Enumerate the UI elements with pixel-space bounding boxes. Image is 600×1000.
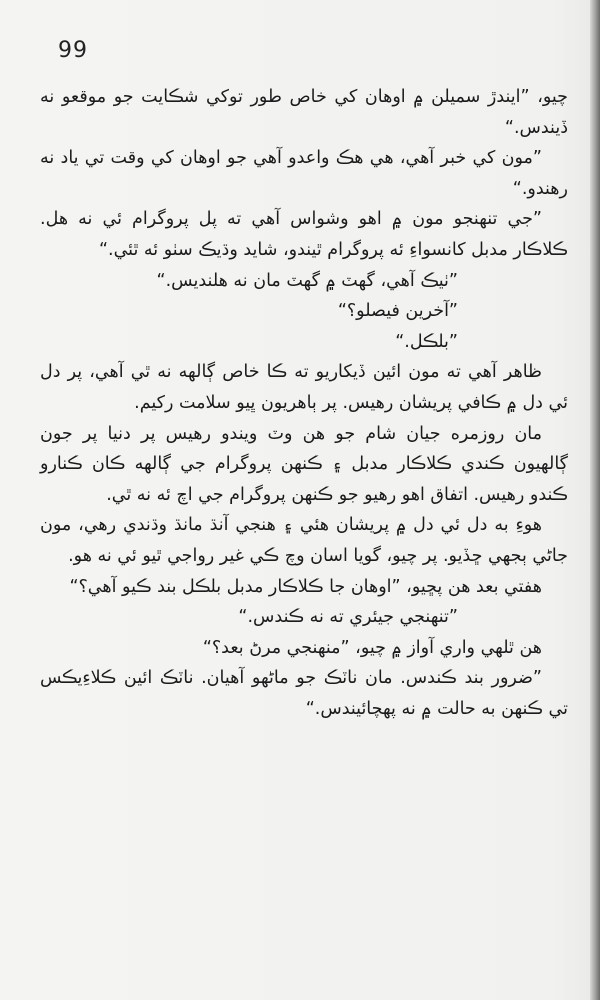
paragraph: ”ضرور بند ڪندس. مان ناٽڪ جو ماڻهو آهيان. ناٽڪ ائين ڪلاءِيڪس تي ڪنهن به حالت ۾ نه پهچائيندس.“ bbox=[40, 668, 568, 719]
paragraph: ”مون کي خبر آهي، هي هڪ واعدو آهي جو اوهان کي وقت تي ياد نه رهندو.“ bbox=[40, 148, 568, 199]
paragraph: ”ٺيڪ آهي، گهٽ ۾ گهٽ مان نه هلنديس.“ bbox=[156, 270, 458, 291]
paragraph: ”آخرين فيصلو؟“ bbox=[337, 301, 458, 322]
paragraph: هفتي بعد هن پڇيو، ”اوهان جا ڪلاڪار مدبل بلڪل بند ڪيو آهي؟“ bbox=[69, 576, 542, 597]
paragraph: ”جي تنهنجو مون ۾ اهو وشواس آهي ته پل پروگرام ئي نه هل. ڪلاڪار مدبل کانسواءِ ئه پروگرام ٿيندو، شايد وڌيڪ سٺو ئه ٿئي.“ bbox=[40, 209, 568, 260]
paragraph: هن ٿلهي واري آواز ۾ چيو، ”منهنجي مرڻ بعد؟“ bbox=[202, 637, 542, 658]
paragraph: ”تنهنجي جيئري ته نه ڪندس.“ bbox=[238, 607, 458, 628]
book-spine-shadow bbox=[590, 0, 600, 1000]
paragraph: چيو، ”ايندڙ سميلن ۾ اوهان کي خاص طور توکي شڪايت جو موقعو نه ڏيندس.“ bbox=[40, 87, 568, 138]
paragraph: ظاهر آهي ته مون ائين ڏيکاريو ته ڪا خاص ڳالهه نه ٿي آهي، پر دل ئي دل ۾ ڪافي پريشان رهيس. پر ٻاهريون ڀيو سلامت رکيم. bbox=[40, 362, 568, 413]
paragraph: ”بلڪل.“ bbox=[395, 331, 458, 352]
page-number: 99 bbox=[58, 38, 88, 63]
paragraph: مان روزمره جيان شام جو هن وٽ ويندو رهيس پر دنيا پر جون ڳالهيون ڪندي ڪلاڪار مدبل ۽ ڪنهن پروگرام جي ڳالهه ڪان ڪنارو ڪندو رهيس. اتفاق اهو رهيو جو ڪنهن پروگرام جي اچ ئه نه ٿي. bbox=[40, 423, 568, 505]
page-text bbox=[40, 82, 568, 724]
paragraph: هوءِ به دل ئي دل ۾ پريشان هئي ۽ هنجي آنڌ مانڌ وڌندي رهي، مون جاڻي ٻجهي ڇڏيو. پر چيو، گويا اسان وچ ڪي غير رواجي ٿيو ئي نه هو. bbox=[40, 515, 568, 566]
